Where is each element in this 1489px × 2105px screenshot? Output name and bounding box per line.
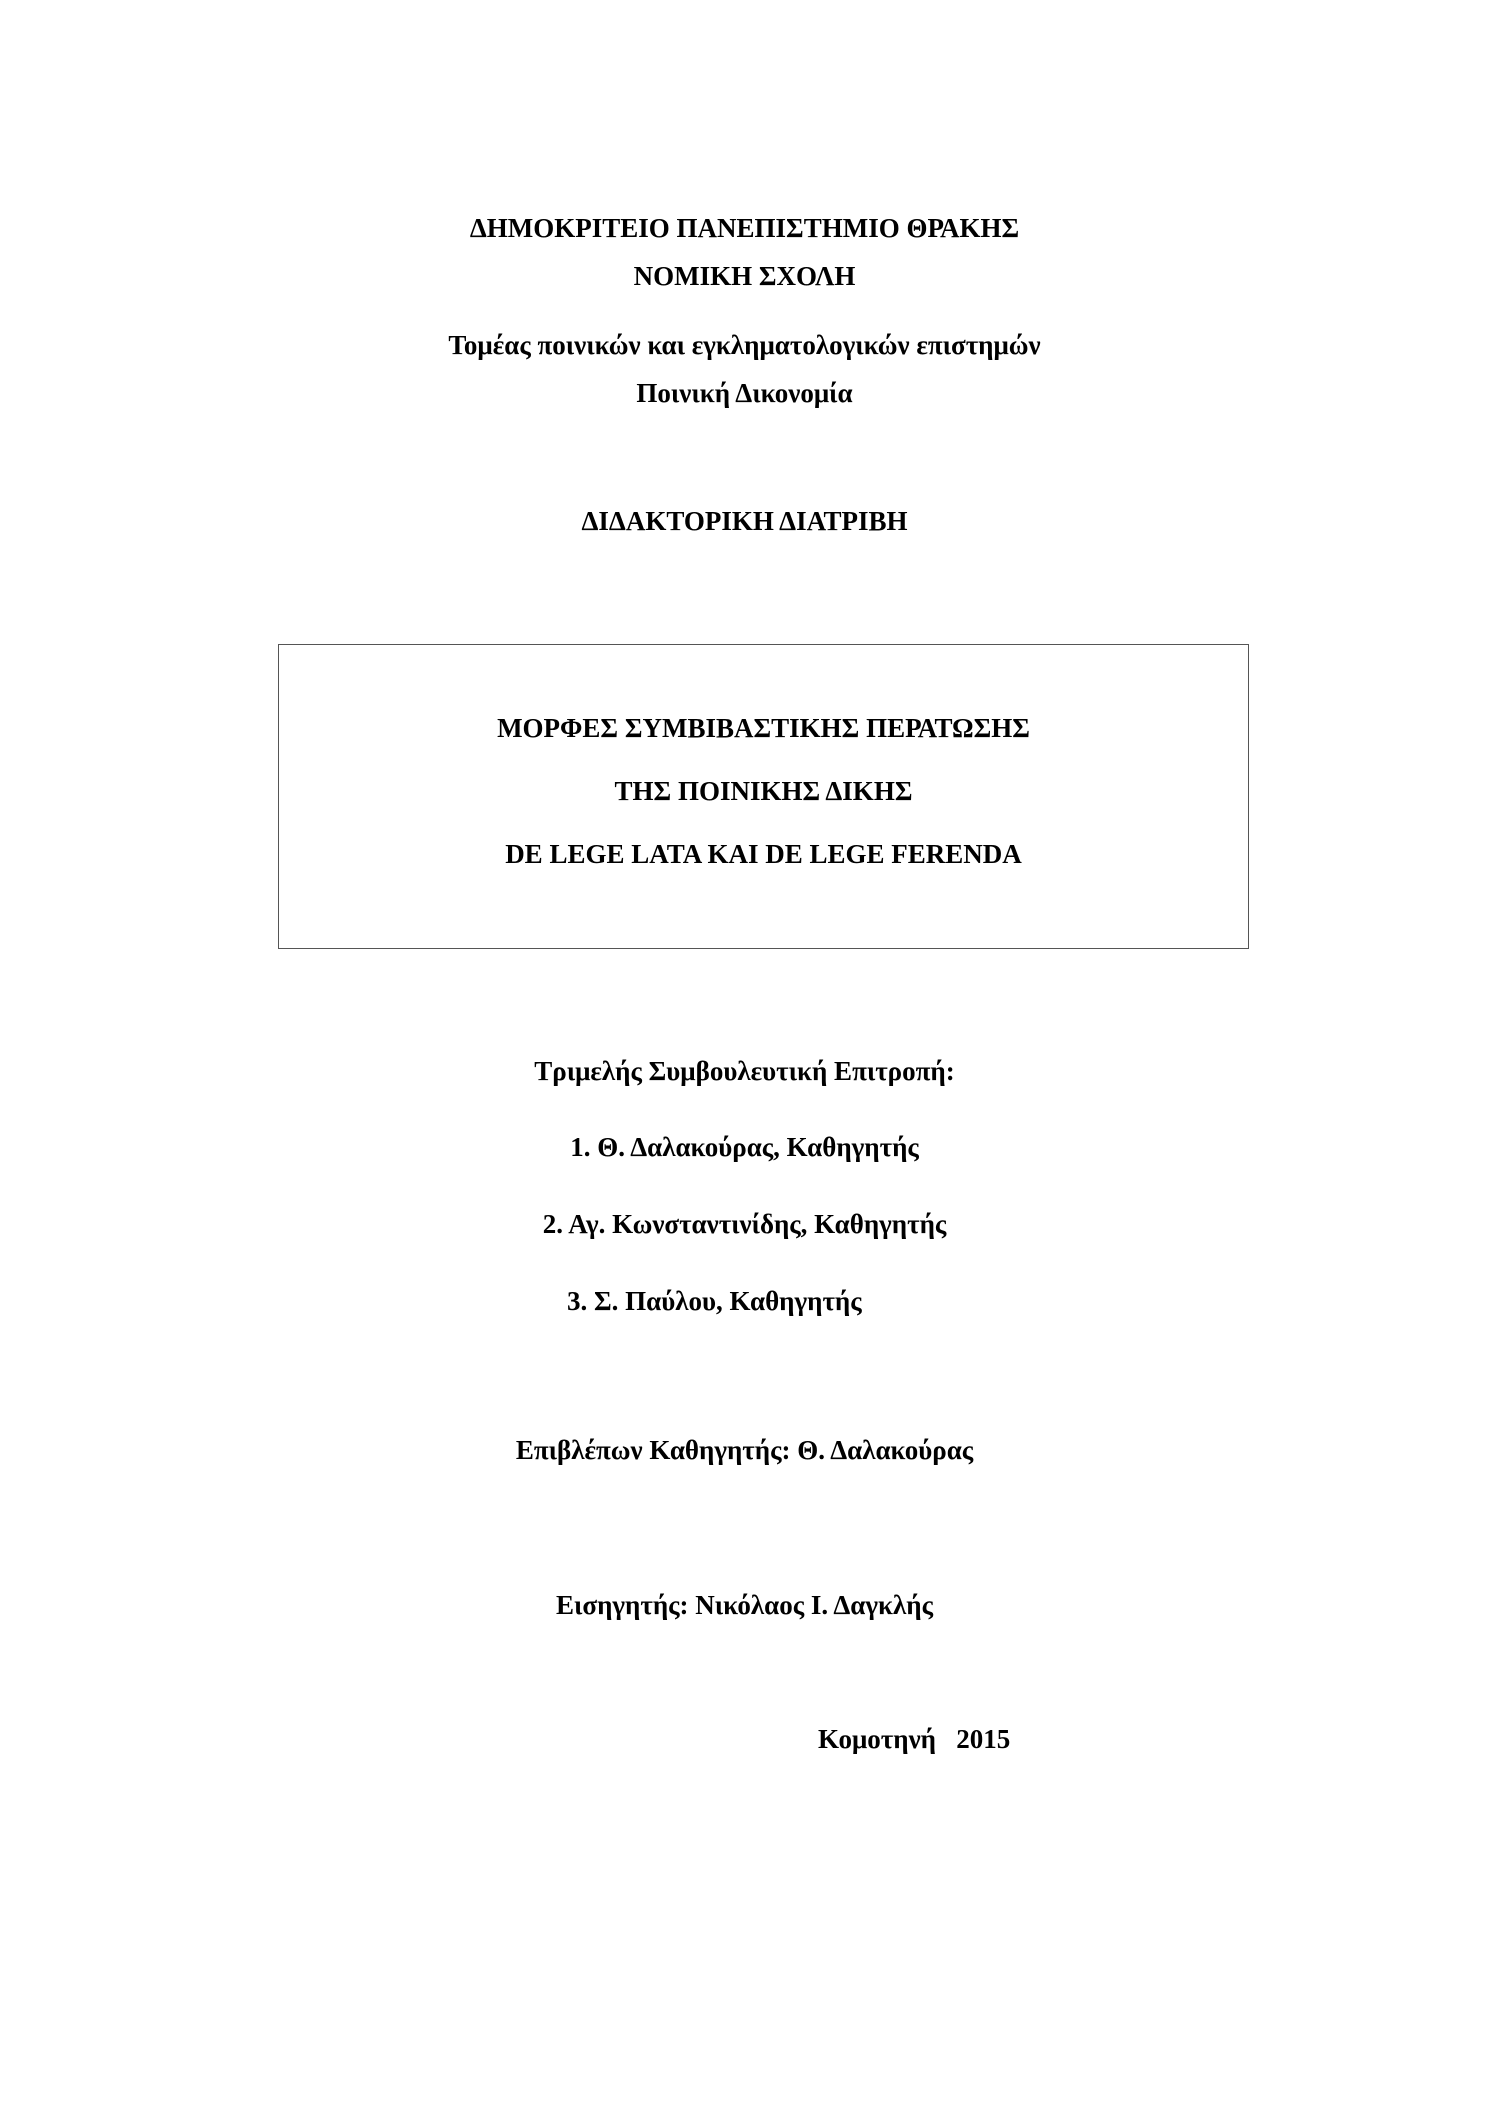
- subject-name: Ποινική Δικονομία: [636, 378, 853, 408]
- committee-member: 1. Θ. Δαλακούρας, Καθηγητής: [570, 1132, 919, 1162]
- committee-member: 3. Σ. Παύλου, Καθηγητής: [567, 1286, 862, 1316]
- author: Εισηγητής: Νικόλαος Ι. Δαγκλής: [556, 1590, 933, 1620]
- committee-member: 2. Αγ. Κωνσταντινίδης, Καθηγητής: [542, 1209, 947, 1239]
- thesis-title-box: [278, 644, 1249, 949]
- department-name: Τομέας ποινικών και εγκληματολογικών επιστημών: [448, 330, 1041, 360]
- committee-heading: Τριμελής Συμβουλευτική Επιτροπή:: [534, 1056, 955, 1086]
- supervisor: Επιβλέπων Καθηγητής: Θ. Δαλακούρας: [515, 1435, 974, 1465]
- thesis-title-line-1: ΜΟΡΦΕΣ ΣΥΜΒΙΒΑΣΤΙΚΗΣ ΠΕΡΑΤΩΣΗΣ: [497, 713, 1030, 743]
- document-type: ΔΙΔΑΚΤΟΡΙΚΗ ΔΙΑΤΡΙΒΗ: [581, 506, 908, 536]
- university-name: ΔΗΜΟΚΡΙΤΕΙΟ ΠΑΝΕΠΙΣΤΗΜΙΟ ΘΡΑΚΗΣ: [469, 213, 1020, 243]
- school-name: ΝΟΜΙΚΗ ΣΧΟΛΗ: [633, 261, 856, 291]
- thesis-title-line-2: ΤΗΣ ΠΟΙΝΙΚΗΣ ΔΙΚΗΣ: [614, 776, 913, 806]
- thesis-title-line-3: DE LEGE LATA KAI DE LEGE FERENDA: [505, 839, 1022, 869]
- place-and-date: Κομοτηνή 2015: [818, 1724, 1011, 1754]
